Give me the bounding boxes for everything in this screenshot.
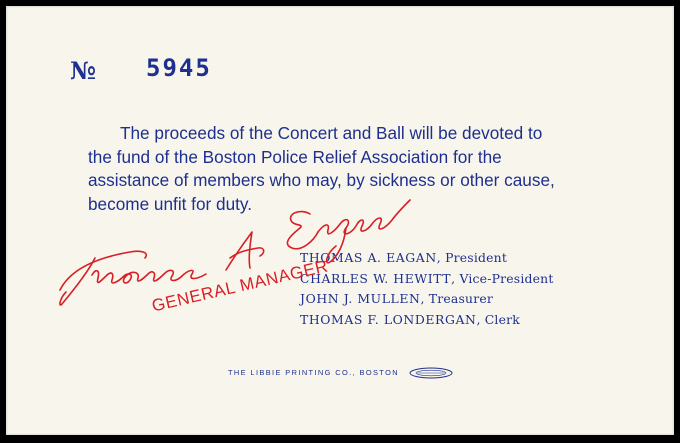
officer-title: President (445, 250, 508, 265)
ticket-card (6, 6, 674, 435)
officer-title: Treasurer (428, 291, 493, 306)
printer-imprint: THE LIBBIE PRINTING CO., BOSTON (228, 368, 399, 377)
statement-line: assistance of members who may, by sickness or other cause, (88, 170, 555, 190)
officer-row: CHARLES W. HEWITT, Vice-President (300, 270, 554, 286)
officer-name: CHARLES W. HEWITT (300, 270, 452, 286)
proceeds-statement (88, 122, 608, 216)
officer-row: THOMAS F. LONDERGAN, Clerk (300, 311, 520, 327)
statement-line: become unfit for duty. (88, 193, 253, 214)
officer-row: JOHN J. MULLEN, Treasurer (300, 291, 493, 306)
general-manager-stamp: GENERAL MANAGER (150, 256, 330, 316)
officers-list (300, 248, 640, 330)
ticket-number: 5945 (146, 54, 212, 82)
officer-name: THOMAS A. EAGAN (300, 250, 437, 265)
officer-name: JOHN J. MULLEN (300, 291, 421, 306)
officer-name: THOMAS F. LONDERGAN (300, 311, 477, 327)
number-symbol: № (70, 56, 98, 85)
officer-title: Clerk (484, 311, 520, 327)
officer-title: Vice-President (459, 270, 554, 286)
statement-line: The proceeds of the Concert and Ball will be devoted to (120, 123, 543, 143)
officer-row: THOMAS A. EAGAN, President (300, 250, 508, 265)
statement-line: the fund of the Boston Police Relief Association for the (88, 146, 502, 167)
union-label-icon (408, 367, 454, 379)
